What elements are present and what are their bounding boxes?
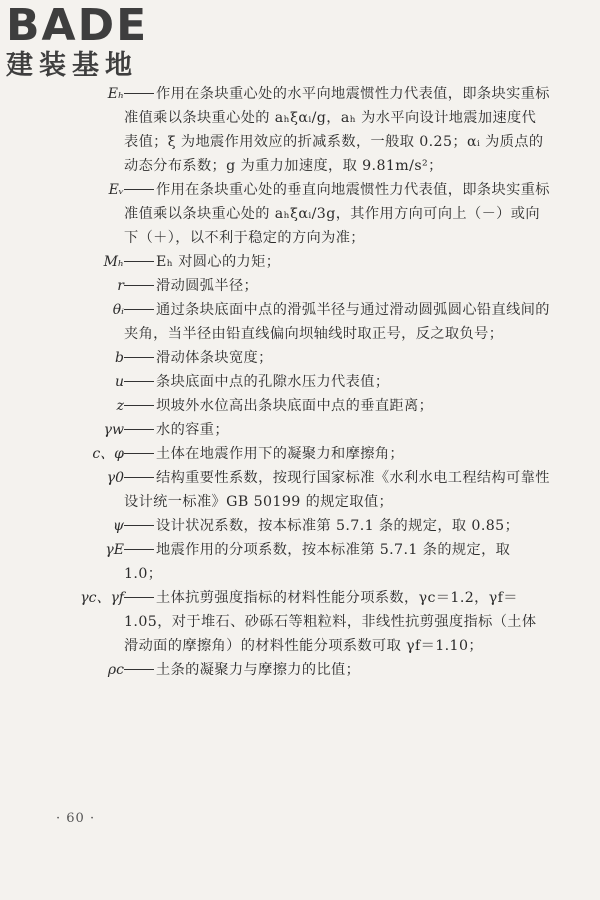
definition-rho-c [0, 658, 600, 682]
definition-dash [124, 285, 154, 286]
definition-theta [0, 298, 600, 346]
definition-dash [124, 189, 154, 190]
definition-gamma-c-f [0, 586, 600, 658]
definition-text: 土条的凝聚力与摩擦力的比值； [156, 662, 361, 678]
definition-dash [124, 549, 154, 550]
definition-symbol: b [115, 350, 124, 366]
definition-mh [0, 250, 600, 274]
definition-text: 土体在地震作用下的凝聚力和摩擦角； [156, 446, 404, 462]
definition-symbol: u [114, 374, 124, 390]
definition-text: 条块底面中点的孔隙水压力代表值； [156, 374, 390, 390]
definition-dash [124, 261, 154, 262]
definition-text: 土体抗剪强度指标的材料性能分项系数，γc＝1.2，γf＝1.05，对于堆石、砂砾石等粗粒料，非线性抗剪强度指标（土体滑动面的摩擦角）的材料性能分项系数可取 γf＝1.10； [124, 590, 537, 654]
definition-dash [124, 429, 154, 430]
definition-symbol: γE [105, 542, 124, 558]
definition-symbol: Mₕ [103, 254, 124, 270]
definition-text: 通过条块底面中点的滑弧半径与通过滑动圆弧圆心铅直线间的夹角，当半径由铅直线偏向坝轴线时取正号，反之取负号； [124, 302, 550, 342]
definition-gamma-0 [0, 466, 600, 514]
definition-text: 滑动体条块宽度； [156, 350, 273, 366]
definition-dash [124, 477, 154, 478]
definition-symbol: ρc [107, 662, 124, 678]
page-number: · 60 · [56, 811, 96, 826]
definition-text: 地震作用的分项系数，按本标准第 5.7.1 条的规定，取 1.0； [124, 542, 511, 582]
definition-text: 滑动圆弧半径； [156, 278, 259, 294]
definition-symbol: z [116, 398, 124, 414]
definition-text: 作用在条块重心处的水平向地震惯性力代表值，即条块实重标准值乘以条块重心处的 aₕξαᵢ/g，aₕ 为水平向设计地震加速度代表值；ξ 为地震作用效应的折减系数，一般取 0.25；αᵢ 为质点的动态分布系数；g 为重力加速度，取 9.81m/s²； [124, 86, 550, 174]
definition-dash [124, 597, 154, 598]
definition-dash [124, 381, 154, 382]
definition-dash [124, 357, 154, 358]
definition-symbol: ψ [113, 518, 124, 534]
definition-text: 设计状况系数，按本标准第 5.7.1 条的规定，取 0.85； [156, 518, 520, 534]
definition-ev [0, 178, 600, 250]
definition-gamma-w [0, 418, 600, 442]
definition-symbol: r [117, 278, 124, 294]
definition-symbol: Eᵥ [108, 182, 124, 198]
definition-symbol: θᵢ [112, 302, 124, 318]
definition-text: 结构重要性系数，按现行国家标准《水利水电工程结构可靠性设计统一标准》GB 50199 的规定取值； [124, 470, 550, 510]
definition-z [0, 394, 600, 418]
definition-u [0, 370, 600, 394]
definition-text: 作用在条块重心处的垂直向地震惯性力代表值，即条块实重标准值乘以条块重心处的 aₕξαᵢ/3g，其作用方向可向上（－）或向下（＋），以不利于稳定的方向为准； [124, 182, 550, 246]
definition-dash [124, 309, 154, 310]
definition-dash [124, 453, 154, 454]
definition-c-phi [0, 442, 600, 466]
logo-latin-text: BADE [6, 0, 149, 51]
definition-symbol: c、φ [92, 446, 124, 462]
definition-eh [0, 82, 600, 178]
symbol-definition-list [0, 82, 600, 682]
definition-dash [124, 93, 154, 94]
logo-cjk-text: 建装基地 [6, 50, 138, 81]
definition-gamma-e [0, 538, 600, 586]
definition-dash [124, 405, 154, 406]
definition-dash [124, 669, 154, 670]
definition-text: 坝坡外水位高出条块底面中点的垂直距离； [156, 398, 434, 414]
definition-text: 水的容重； [156, 422, 229, 438]
definition-b [0, 346, 600, 370]
definition-symbol: Eₕ [107, 86, 124, 102]
definition-r [0, 274, 600, 298]
logo [6, 0, 181, 84]
definition-text: Eₕ 对圆心的力矩； [156, 254, 281, 270]
definition-symbol: γ0 [106, 470, 124, 486]
definition-dash [124, 525, 154, 526]
definition-psi [0, 514, 600, 538]
definition-symbol: γw [103, 422, 124, 438]
definition-symbol: γc、γf [80, 590, 124, 606]
